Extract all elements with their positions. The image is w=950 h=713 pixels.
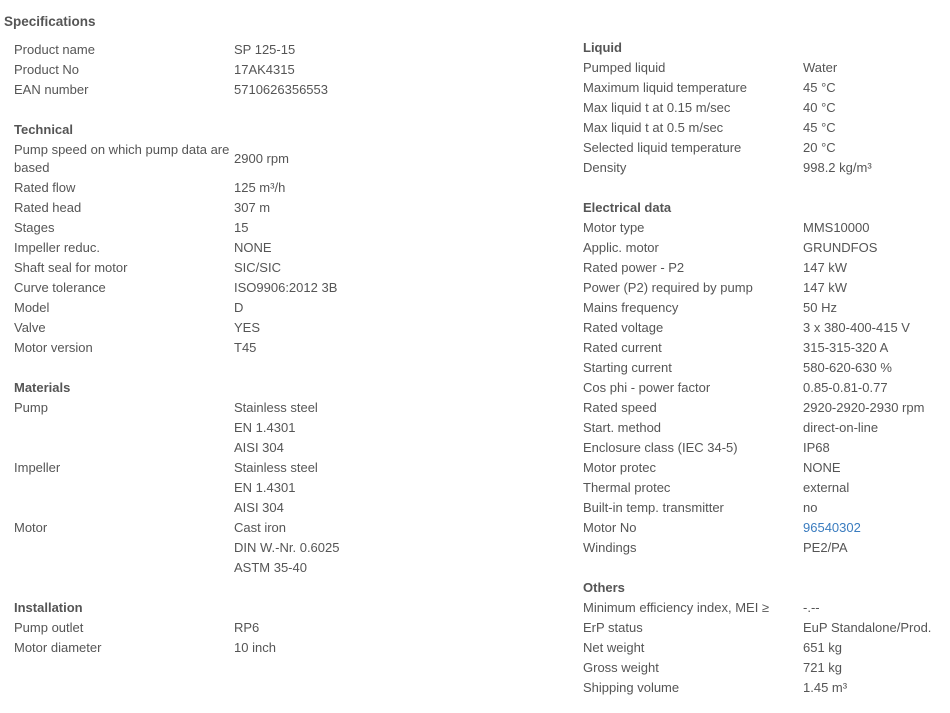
spec-row-rated-flow (14, 178, 554, 198)
spec-row-erp-status (583, 618, 948, 638)
spec-row-max-liquid-t-015 (583, 98, 948, 118)
spec-label: Pump (14, 400, 48, 415)
spec-value: 50 Hz (803, 300, 837, 315)
spec-label: Maximum liquid temperature (583, 80, 748, 95)
spec-row-starting-current (583, 358, 948, 378)
spec-value: 45 °C (803, 80, 836, 95)
spec-label: Rated speed (583, 400, 657, 415)
spec-row-selected-liquid-temp (583, 138, 948, 158)
spec-value: EuP Standalone/Prod. (803, 620, 932, 635)
spec-value: 15 (234, 220, 249, 235)
installation-section (14, 598, 554, 658)
spec-label: Cos phi - power factor (583, 380, 711, 395)
spec-value: 5710626356553 (234, 82, 328, 97)
material-line: AISI 304 (234, 440, 284, 455)
spec-row-impeller-material (14, 458, 554, 518)
spec-value: ISO9906:2012 3B (234, 280, 338, 295)
spec-row-applic-motor (583, 238, 948, 258)
spec-label: Density (583, 160, 627, 175)
spec-value: external (803, 480, 850, 495)
spec-label: Motor diameter (14, 640, 102, 655)
spec-row-gross-weight (583, 658, 948, 678)
spec-value: 147 kW (803, 280, 848, 295)
spec-label: Net weight (583, 640, 645, 655)
spec-row-temp-transmitter (583, 498, 948, 518)
spec-value: PE2/PA (803, 540, 848, 555)
spec-value: 40 °C (803, 100, 836, 115)
spec-value (234, 398, 554, 458)
spec-value (234, 518, 554, 578)
spec-label: Motor No (583, 520, 637, 535)
spec-label: Pump speed on which pump data are based (14, 142, 230, 175)
spec-row-power-required (583, 278, 948, 298)
spec-value: Water (803, 60, 838, 75)
spec-label: Model (14, 300, 50, 315)
spec-value: NONE (234, 240, 272, 255)
spec-label: Gross weight (583, 660, 659, 675)
spec-label: Windings (583, 540, 637, 555)
spec-label: Pumped liquid (583, 60, 666, 75)
spec-label: Start. method (583, 420, 662, 435)
others-section (583, 578, 948, 698)
spec-row-ean-number (14, 80, 554, 100)
spec-value: MMS10000 (803, 220, 870, 235)
spec-value: 2920-2920-2930 rpm (803, 400, 925, 415)
spec-label: Rated current (583, 340, 662, 355)
material-line: Stainless steel (234, 400, 318, 415)
spec-row-shaft-seal (14, 258, 554, 278)
spec-row-motor-version (14, 338, 554, 358)
spec-label: Rated flow (14, 180, 76, 195)
materials-section (14, 378, 554, 578)
spec-value: 45 °C (803, 120, 836, 135)
spec-row-pump-outlet (14, 618, 554, 638)
spec-value: GRUNDFOS (803, 240, 878, 255)
spec-value: 307 m (234, 200, 271, 215)
spec-label: Curve tolerance (14, 280, 106, 295)
spec-value: 998.2 kg/m³ (803, 160, 872, 175)
spec-value: IP68 (803, 440, 830, 455)
spec-value: 20 °C (803, 140, 836, 155)
section-title-others: Others (583, 580, 625, 595)
spec-row-motor-protec (583, 458, 948, 478)
spec-row-net-weight (583, 638, 948, 658)
spec-row-motor-material (14, 518, 554, 578)
spec-label: Pump outlet (14, 620, 84, 635)
spec-row-cos-phi (583, 378, 948, 398)
spec-label: Rated head (14, 200, 82, 215)
spec-label: Built-in temp. transmitter (583, 500, 724, 515)
spec-label: Valve (14, 320, 46, 335)
spec-label: Mains frequency (583, 300, 679, 315)
spec-row-motor-type (583, 218, 948, 238)
spec-row-max-liquid-temp (583, 78, 948, 98)
spec-value: 651 kg (803, 640, 843, 655)
section-title-technical: Technical (14, 122, 74, 137)
spec-value: 1.45 m³ (803, 680, 848, 695)
spec-value: T45 (234, 340, 257, 355)
spec-row-thermal-protec (583, 478, 948, 498)
spec-row-rated-head (14, 198, 554, 218)
spec-row-rated-power (583, 258, 948, 278)
material-line: DIN W.-Nr. 0.6025 (234, 540, 340, 555)
spec-row-rated-voltage (583, 318, 948, 338)
spec-label: Motor (14, 520, 48, 535)
spec-label: Motor type (583, 220, 645, 235)
spec-row-start-method (583, 418, 948, 438)
material-line: Cast iron (234, 520, 287, 535)
spec-label: Product No (14, 62, 80, 77)
spec-row-mei (583, 598, 948, 618)
spec-value: 580-620-630 % (803, 360, 892, 375)
spec-row-shipping-volume (583, 678, 948, 698)
liquid-section (583, 38, 948, 178)
material-line: EN 1.4301 (234, 420, 296, 435)
spec-row-pumped-liquid (583, 58, 948, 78)
spec-label: Starting current (583, 360, 672, 375)
spec-label: Rated voltage (583, 320, 664, 335)
spec-value: 0.85-0.81-0.77 (803, 380, 888, 395)
spec-row-valve (14, 318, 554, 338)
section-title-installation: Installation (14, 600, 83, 615)
spec-label: Shipping volume (583, 680, 680, 695)
technical-section (14, 120, 554, 358)
spec-row-curve-tolerance (14, 278, 554, 298)
spec-label: Stages (14, 220, 55, 235)
spec-value: SIC/SIC (234, 260, 281, 275)
spec-value: 721 kg (803, 660, 843, 675)
spec-value: direct-on-line (803, 420, 879, 435)
spec-row-max-liquid-t-05 (583, 118, 948, 138)
material-line: ASTM 35-40 (234, 560, 307, 575)
spec-label: Max liquid t at 0.5 m/sec (583, 120, 724, 135)
spec-row-pump-material (14, 398, 554, 458)
section-title-liquid: Liquid (583, 40, 622, 55)
spec-row-enclosure-class (583, 438, 948, 458)
spec-label: Applic. motor (583, 240, 659, 255)
spec-row-impeller-reduc (14, 238, 554, 258)
general-section (14, 40, 554, 100)
spec-value: 147 kW (803, 260, 848, 275)
spec-value: no (803, 500, 818, 515)
spec-row-stages (14, 218, 554, 238)
motor-no-link[interactable]: 96540302 (803, 520, 861, 535)
spec-label: Enclosure class (IEC 34-5) (583, 440, 738, 455)
electrical-section (583, 198, 948, 558)
spec-label: Shaft seal for motor (14, 260, 128, 275)
spec-value: 3 x 380-400-415 V (803, 320, 910, 335)
spec-row-motor-diameter (14, 638, 554, 658)
section-title-electrical: Electrical data (583, 200, 672, 215)
spec-label: Impeller (14, 460, 61, 475)
spec-label: Product name (14, 42, 95, 57)
spec-label: Max liquid t at 0.15 m/sec (583, 100, 731, 115)
spec-label: Impeller reduc. (14, 240, 100, 255)
material-line: EN 1.4301 (234, 480, 296, 495)
spec-row-rated-speed (583, 398, 948, 418)
spec-value (803, 518, 948, 538)
spec-row-product-no (14, 60, 554, 80)
spec-row-windings (583, 538, 948, 558)
spec-value: 17AK4315 (234, 62, 295, 77)
spec-value: YES (234, 320, 261, 335)
spec-label: Motor protec (583, 460, 656, 475)
spec-value (234, 458, 554, 518)
spec-label: Motor version (14, 340, 93, 355)
spec-row-product-name (14, 40, 554, 60)
spec-value: RP6 (234, 620, 260, 635)
spec-value: 315-315-320 A (803, 340, 889, 355)
spec-label: EAN number (14, 82, 89, 97)
spec-row-motor-no (583, 518, 948, 538)
spec-row-rated-current (583, 338, 948, 358)
spec-label: Minimum efficiency index, MEI ≥ (583, 600, 770, 615)
material-line: AISI 304 (234, 500, 284, 515)
spec-row-density (583, 158, 948, 178)
spec-label: Thermal protec (583, 480, 671, 495)
spec-value: D (234, 300, 244, 315)
spec-row-mains-frequency (583, 298, 948, 318)
spec-value: 2900 rpm (234, 151, 289, 166)
spec-label: Power (P2) required by pump (583, 280, 753, 295)
material-line: Stainless steel (234, 460, 318, 475)
spec-value: NONE (803, 460, 841, 475)
spec-label: ErP status (583, 620, 643, 635)
spec-row-model (14, 298, 554, 318)
spec-value: SP 125-15 (234, 42, 296, 57)
spec-value: -.-- (803, 600, 820, 615)
spec-value: 125 m³/h (234, 180, 286, 195)
spec-row-pump-speed (14, 140, 554, 178)
page-title: Specifications (4, 14, 96, 29)
spec-label: Selected liquid temperature (583, 140, 742, 155)
spec-label: Rated power - P2 (583, 260, 685, 275)
spec-value: 10 inch (234, 640, 276, 655)
section-title-materials: Materials (14, 380, 71, 395)
